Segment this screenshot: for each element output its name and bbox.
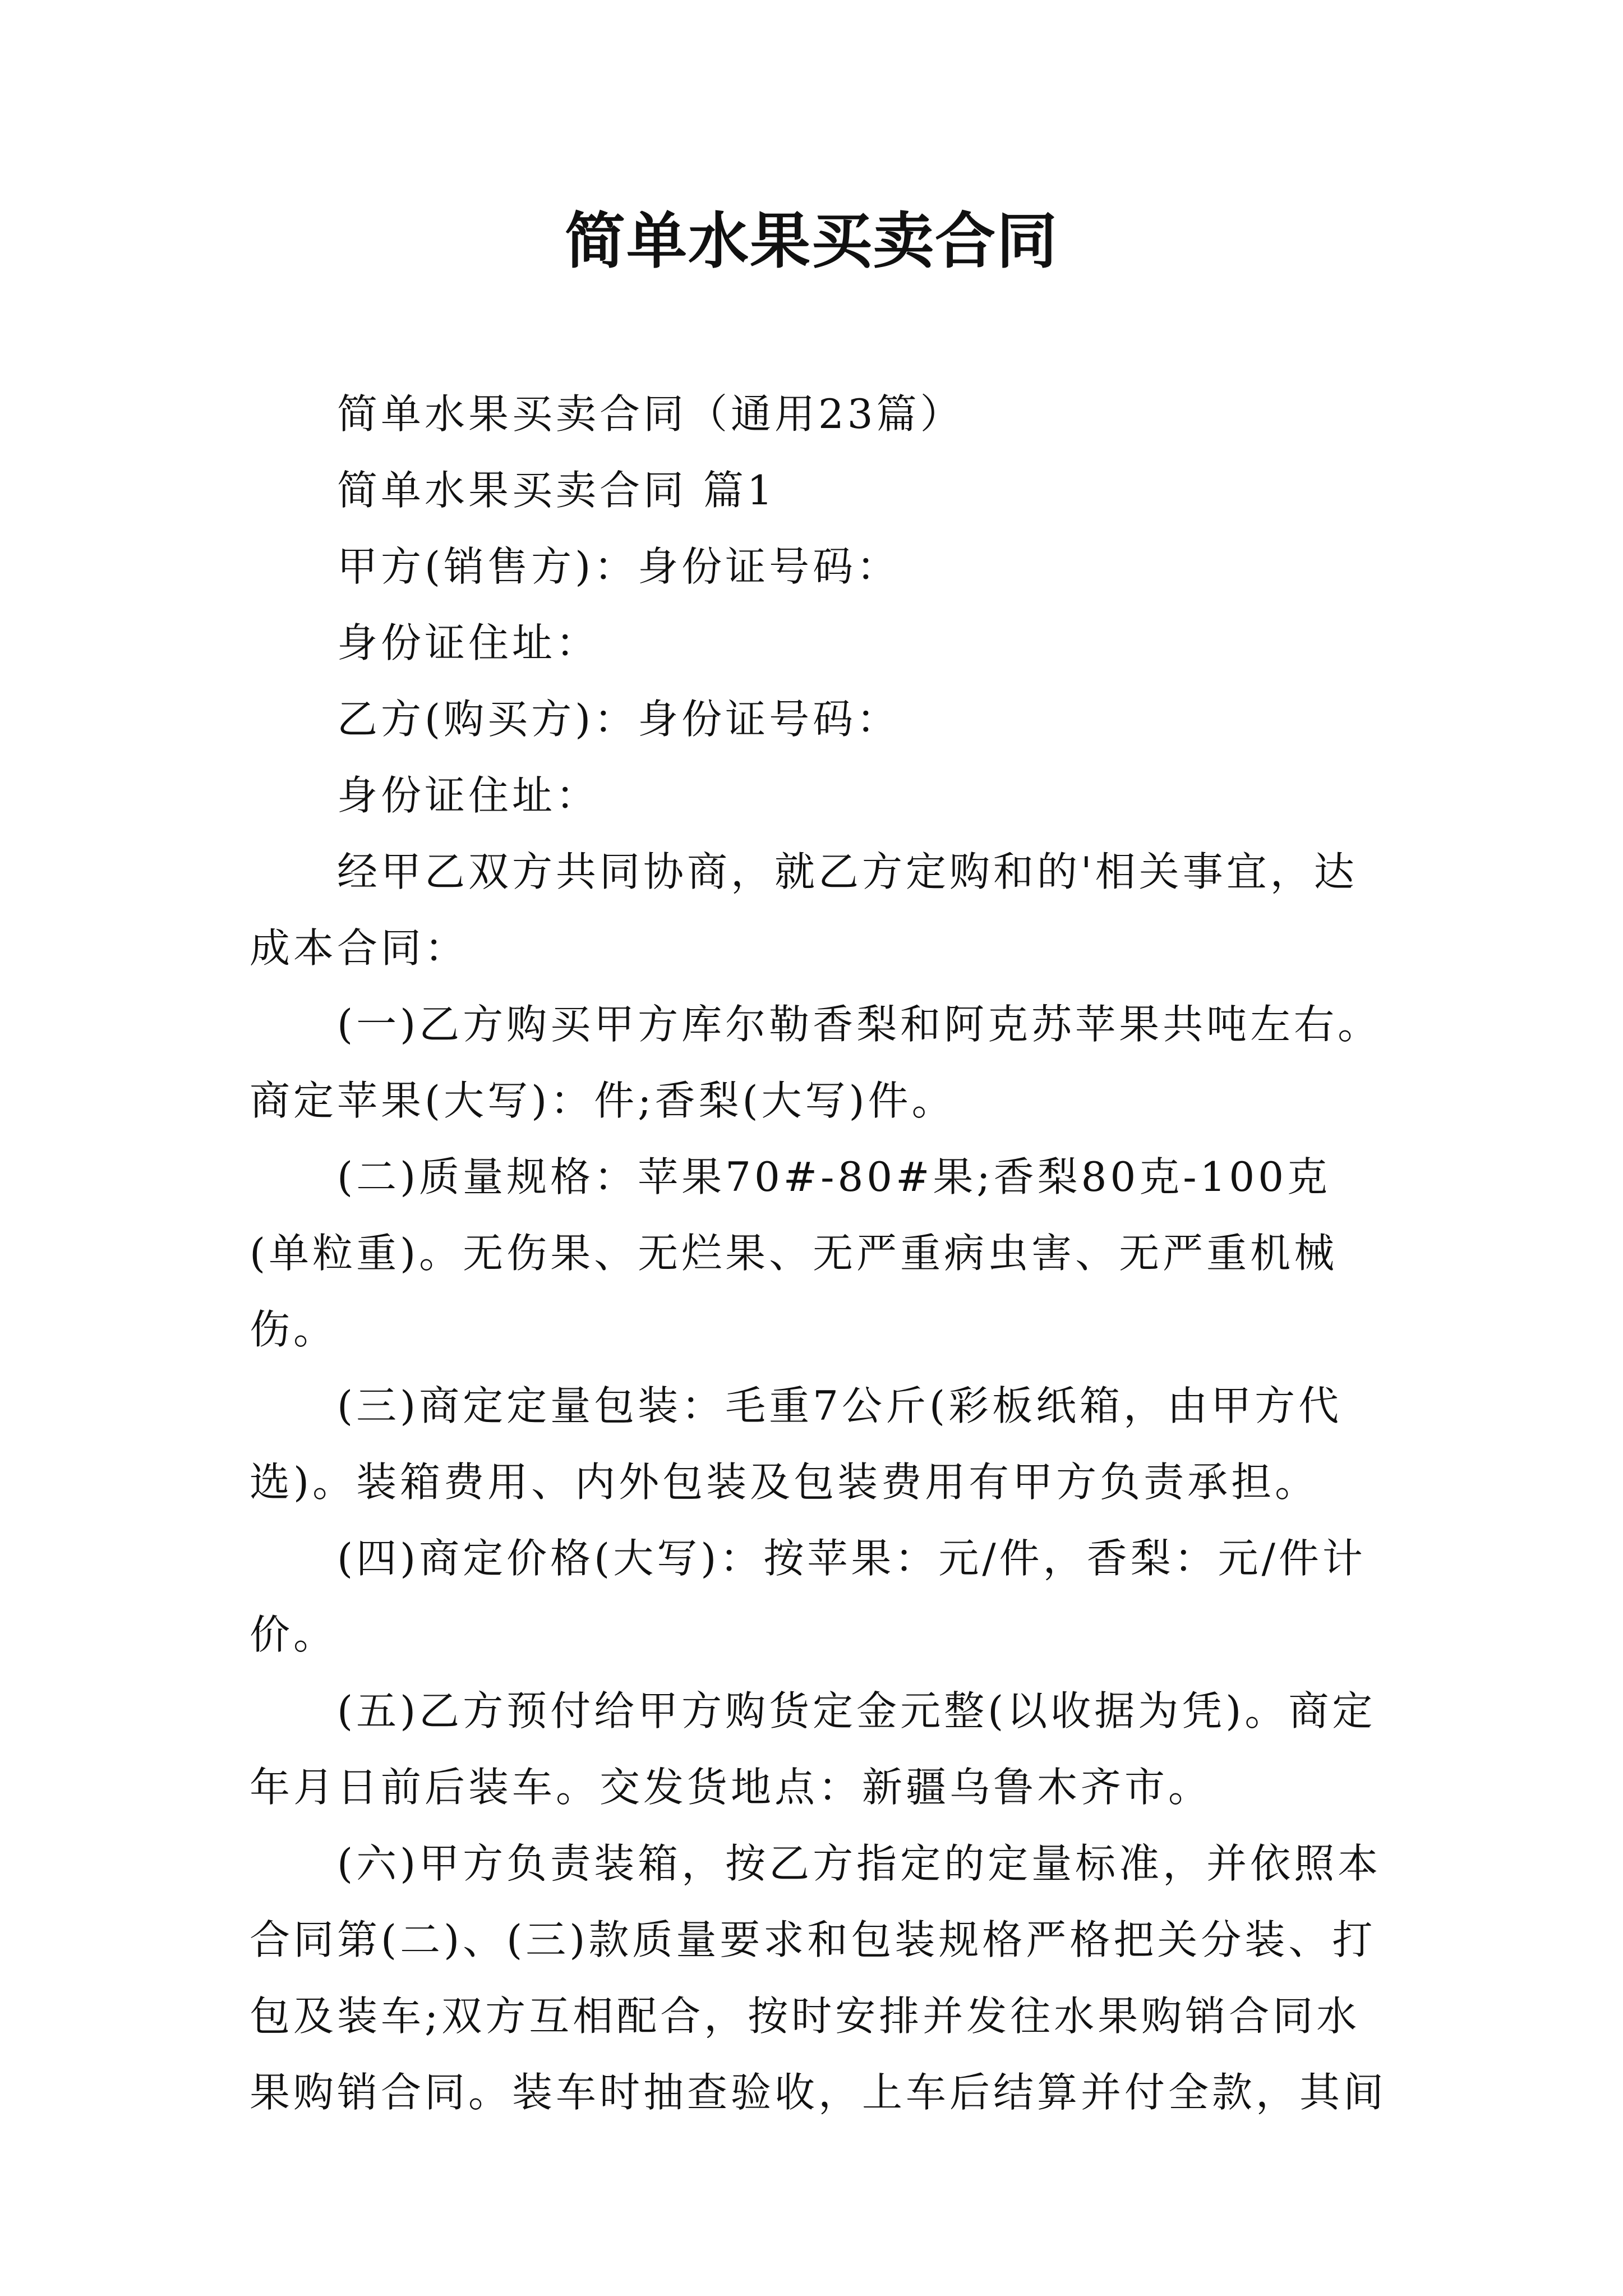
paragraph-clause-2: (二)质量规格：苹果70#-80#果;香梨80克-100克(单粒重)。无伤果、无烂果、无严重病虫害、无严重机械伤。 [250,1153,1338,1353]
paragraph-section-title: 简单水果买卖合同 篇1 [337,467,776,514]
paragraph-clause-4: (四)商定价格(大写)：按苹果：元/件，香梨：元/件计价。 [250,1535,1366,1658]
paragraph-party-a-address: 身份证住址： [337,619,600,666]
paragraph-party-b: 乙方(购买方)：身份证号码： [337,696,901,743]
paragraph-party-b-address: 身份证住址： [337,772,600,819]
document-body [250,376,1394,2131]
paragraph-clause-6: (六)甲方负责装箱，按乙方指定的定量标准，并依照本合同第(二)、(三)款质量要求和包装规格严格把关分装、打包及装车;双方互相配合，按时安排并发往水果购销合同水果购销合同。装车时抽查验收，上车后结算并付全款，其间 [250,1840,1387,2116]
paragraph-heading: 简单水果买卖合同（通用23篇） [337,390,964,438]
paragraph-clause-3: (三)商定定量包装：毛重7公斤(彩板纸箱，由甲方代选)。装箱费用、内外包装及包装费用有甲方负责承担。 [250,1382,1343,1506]
paragraph-intro: 经甲乙双方共同协商，就乙方定购和的'相关事宜，达成本合同： [250,848,1358,972]
paragraph-clause-5: (五)乙方预付给甲方购货定金元整(以收据为凭)。商定年月日前后装车。交发货地点：新疆乌鲁木齐市。 [250,1687,1376,1811]
document-title: 简单水果买卖合同 [564,206,1058,277]
paragraph-party-a: 甲方(销售方)：身份证号码： [337,543,901,590]
paragraph-clause-1: (一)乙方购买甲方库尔勒香梨和阿克苏苹果共吨左右。商定苹果(大写)：件;香梨(大写)件。 [250,1001,1382,1124]
